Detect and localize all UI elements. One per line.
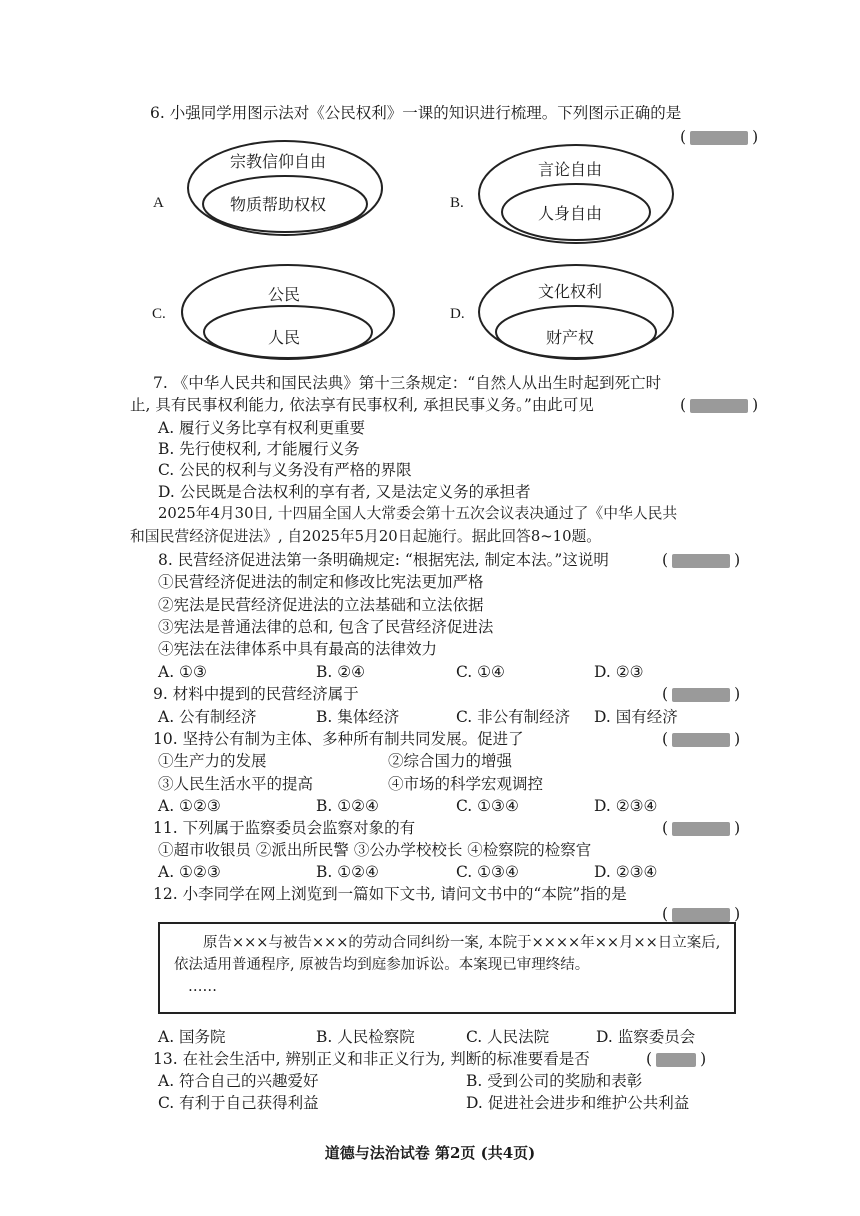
q10-item-2: ②综合国力的增强 bbox=[388, 752, 513, 770]
q11-items: ①超市收银员 ②派出所民警 ③公办学校校长 ④检察院的检察官 bbox=[158, 841, 592, 859]
q12-choice-b: B. 人民检察院 bbox=[316, 1028, 415, 1046]
answer-blank bbox=[690, 131, 748, 145]
diagram-d-inner-label: 财产权 bbox=[546, 328, 595, 347]
q8-item-3: ③宪法是普通法律的总和, 包含了民营经济促进法 bbox=[158, 618, 494, 636]
q8-choice-a: A. ①③ bbox=[158, 663, 207, 681]
q6-diagram-c bbox=[178, 262, 398, 362]
q8-item-2: ②宪法是民营经济促进法的立法基础和立法依据 bbox=[158, 596, 484, 614]
diagram-c-outer-label: 公民 bbox=[268, 285, 301, 304]
diagram-a-inner-label: 物质帮助权权 bbox=[230, 195, 327, 214]
q12-choice-a: A. 国务院 bbox=[158, 1028, 226, 1046]
material-line2: 和国民营经济促进法》, 自2025年5月20日起施行。据此回答8~10题。 bbox=[130, 528, 602, 545]
q8-stem: 8. 民营经济促进法第一条明确规定: “根据宪法, 制定本法。”这说明 bbox=[158, 551, 609, 569]
q7-stem-line2: 止, 具有民事权利能力, 依法享有民事权利, 承担民事义务。”由此可见 bbox=[130, 396, 594, 414]
q6-answer-paren: ( ) bbox=[680, 128, 759, 146]
q6-option-c-letter: C. bbox=[152, 306, 166, 322]
q13-choice-a: A. 符合自己的兴趣爱好 bbox=[158, 1072, 319, 1090]
answer-blank bbox=[672, 908, 730, 922]
material-line1: 2025年4月30日, 十四届全国人大常委会第十五次会议表决通过了《中华人民共 bbox=[158, 505, 678, 522]
q11-choice-a: A. ①②③ bbox=[158, 863, 221, 881]
q7-option-a: A. 履行义务比享有权利更重要 bbox=[158, 419, 366, 437]
q9-answer-paren: ( ) bbox=[662, 685, 741, 703]
q10-choice-d: D. ②③④ bbox=[594, 797, 658, 815]
answer-blank bbox=[672, 554, 730, 568]
q11-choice-b: B. ①②④ bbox=[316, 863, 379, 881]
q13-choice-c: C. 有利于自己获得利益 bbox=[158, 1094, 319, 1112]
q10-item-3: ③人民生活水平的提高 bbox=[158, 775, 314, 793]
q8-choice-c: C. ①④ bbox=[456, 663, 505, 681]
diagram-c-inner-label: 人民 bbox=[268, 328, 301, 347]
q11-answer-paren: ( ) bbox=[662, 819, 741, 837]
court-document-text: 原告×××与被告×××的劳动合同纠纷一案, 本院于××××年××月××日立案后, 依法适用普通程序, 原被告均到庭参加诉讼。本案现已审理终结。 bbox=[174, 935, 721, 973]
court-document-box bbox=[158, 922, 736, 1014]
q9-choice-a: A. 公有制经济 bbox=[158, 708, 257, 726]
answer-blank bbox=[672, 688, 730, 702]
q12-choice-c: C. 人民法院 bbox=[466, 1028, 550, 1046]
q7-answer-paren: ( ) bbox=[680, 396, 759, 414]
q7-option-c: C. 公民的权利与义务没有严格的界限 bbox=[158, 461, 412, 479]
diagram-d-outer-label: 文化权利 bbox=[538, 282, 603, 301]
q6-option-a-letter: A bbox=[153, 195, 164, 211]
diagram-b-inner-label: 人身自由 bbox=[538, 204, 603, 223]
q11-stem: 11. 下列属于监察委员会监察对象的有 bbox=[153, 819, 416, 837]
q10-choice-c: C. ①③④ bbox=[456, 797, 519, 815]
q12-answer-paren: ( ) bbox=[662, 905, 741, 923]
q10-answer-paren: ( ) bbox=[662, 730, 741, 748]
q13-stem: 13. 在社会生活中, 辨别正义和非正义行为, 判断的标准要看是否 bbox=[153, 1050, 590, 1068]
q6-diagram-d bbox=[476, 262, 676, 362]
diagram-a-outer-label: 宗教信仰自由 bbox=[230, 152, 327, 171]
answer-blank bbox=[672, 733, 730, 747]
q9-stem: 9. 材料中提到的民营经济属于 bbox=[153, 685, 359, 703]
q6-stem: 6. 小强同学用图示法对《公民权利》一课的知识进行梳理。下列图示正确的是 bbox=[150, 104, 682, 122]
q8-item-1: ①民营经济促进法的制定和修改比宪法更加严格 bbox=[158, 573, 484, 591]
q11-choice-d: D. ②③④ bbox=[594, 863, 658, 881]
q10-choice-b: B. ①②④ bbox=[316, 797, 379, 815]
q6-diagram-b bbox=[476, 142, 676, 246]
q10-item-4: ④市场的科学宏观调控 bbox=[388, 775, 544, 793]
q8-answer-paren: ( ) bbox=[662, 551, 741, 569]
q12-choice-d: D. 监察委员会 bbox=[596, 1028, 696, 1046]
q8-choice-b: B. ②④ bbox=[316, 663, 366, 681]
q6-diagram-a bbox=[185, 138, 385, 238]
answer-blank bbox=[656, 1053, 696, 1067]
answer-blank bbox=[672, 822, 730, 836]
q10-stem: 10. 坚持公有制为主体、多种所有制共同发展。促进了 bbox=[153, 730, 524, 748]
q10-item-1: ①生产力的发展 bbox=[158, 752, 267, 770]
q6-option-d-letter: D. bbox=[450, 306, 465, 322]
court-document-ellipsis: …… bbox=[188, 979, 217, 995]
q11-choice-c: C. ①③④ bbox=[456, 863, 519, 881]
q10-choice-a: A. ①②③ bbox=[158, 797, 221, 815]
q7-option-d: D. 公民既是合法权利的享有者, 又是法定义务的承担者 bbox=[158, 483, 531, 501]
q13-answer-paren: ( ) bbox=[646, 1050, 707, 1068]
page-footer: 道德与法治试卷 第2页 (共4页) bbox=[324, 1144, 536, 1162]
q7-option-b: B. 先行使权利, 才能履行义务 bbox=[158, 440, 360, 458]
q9-choice-d: D. 国有经济 bbox=[594, 708, 678, 726]
q8-choice-d: D. ②③ bbox=[594, 663, 644, 681]
q12-stem: 12. 小李同学在网上浏览到一篇如下文书, 请问文书中的“本院”指的是 bbox=[153, 885, 627, 903]
q7-stem-line1: 7. 《中华人民共和国民法典》第十三条规定：“自然人从出生时起到死亡时 bbox=[153, 374, 662, 392]
q6-option-b-letter: B. bbox=[450, 195, 464, 211]
diagram-b-outer-label: 言论自由 bbox=[538, 160, 603, 179]
q9-choice-c: C. 非公有制经济 bbox=[456, 708, 571, 726]
q13-choice-d: D. 促进社会进步和维护公共利益 bbox=[466, 1094, 690, 1112]
q13-choice-b: B. 受到公司的奖励和表彰 bbox=[466, 1072, 643, 1090]
q9-choice-b: B. 集体经济 bbox=[316, 708, 400, 726]
q8-item-4: ④宪法在法律体系中具有最高的法律效力 bbox=[158, 640, 438, 658]
answer-blank bbox=[690, 399, 748, 413]
